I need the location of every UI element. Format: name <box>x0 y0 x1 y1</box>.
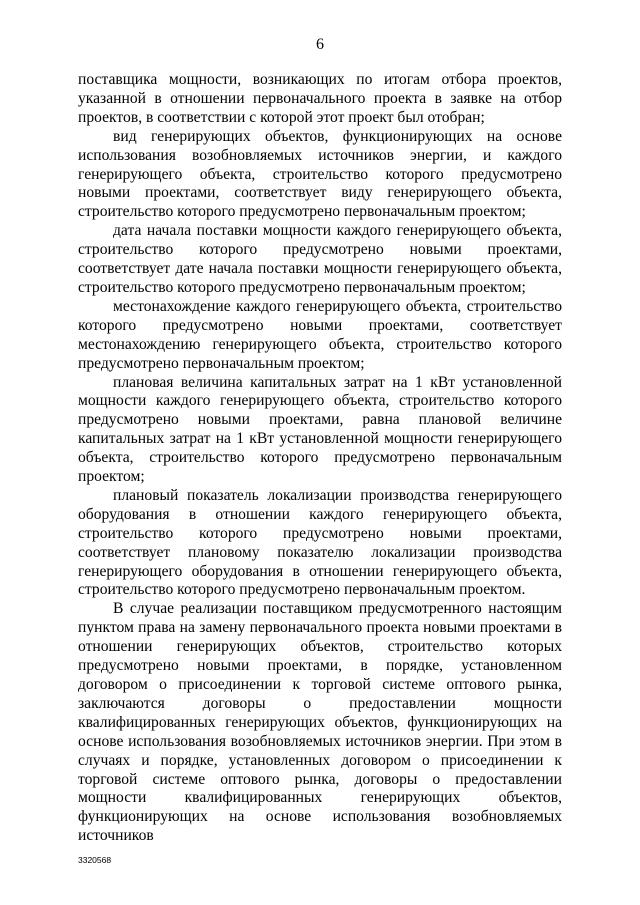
paragraph: дата начала поставки мощности каждого генерирующего объекта, строительство которого предусмотрено новыми проектами, соответствует дате начала поставки мощности генерирующего объекта, строительство которого предусмотрено первоначальным проектом; <box>78 222 562 296</box>
paragraph: местонахождение каждого генерирующего объекта, строительство которого предусмотрено новыми проектами, соответствует местонахождению генерирующего объекта, строительство которого предусмотрено первоначальным проектом; <box>78 297 562 372</box>
document-body <box>78 71 562 846</box>
paragraph: В случае реализации поставщиком предусмотренного настоящим пунктом права на замену первоначального проекта новыми проектами в отношении генерирующих объектов, строительство которых предусмотрено новыми проектами, в порядке, установленном договором о присоединении к торговой системе оптового рынка, заключаются договоры о предоставлении мощности квалифицированных генерирующих объектов, функционирующих на основе использования возобновляемых источников энергии. При этом в случаях и порядке, установленных договором о присоединении к торговой системе оптового рынка, договоры о предоставлении мощности квалифицированных генерирующих объектов, функционирующих на основе использования возобновляемых источников <box>78 600 562 845</box>
paragraph: плановая величина капитальных затрат на 1 кВт установленной мощности каждого генерирующего объекта, строительство которого предусмотрено новыми проектами, равна плановой величине капитальных затрат на 1 кВт установленной мощности генерирующего объекта, строительство которого предусмотрено первоначальным проектом; <box>78 373 562 486</box>
page-number: 6 <box>316 36 324 53</box>
paragraph: поставщика мощности, возникающих по итогам отбора проектов, указанной в отношении первоначального проекта в заявке на отбор проектов, в соответствии с которой этот проект был отобран; <box>78 71 562 126</box>
paragraph: плановый показатель локализации производства генерирующего оборудования в отношении каждого генерирующего объекта, строительство которого предусмотрено новыми проектами, соответствует плановому показателю локализации производства генерирующего оборудования в отношении генерирующего объекта, строительство которого предусмотрено первоначальным проектом. <box>78 486 562 599</box>
paragraph: вид генерирующих объектов, функционирующих на основе использования возобновляемых источников энергии, и каждого генерирующего объекта, строительство которого предусмотрено новыми проектами, соответствует виду генерирующего объекта, строительство которого предусмотрено первоначальным проектом; <box>78 127 562 221</box>
document-id: 3320568 <box>78 855 112 865</box>
